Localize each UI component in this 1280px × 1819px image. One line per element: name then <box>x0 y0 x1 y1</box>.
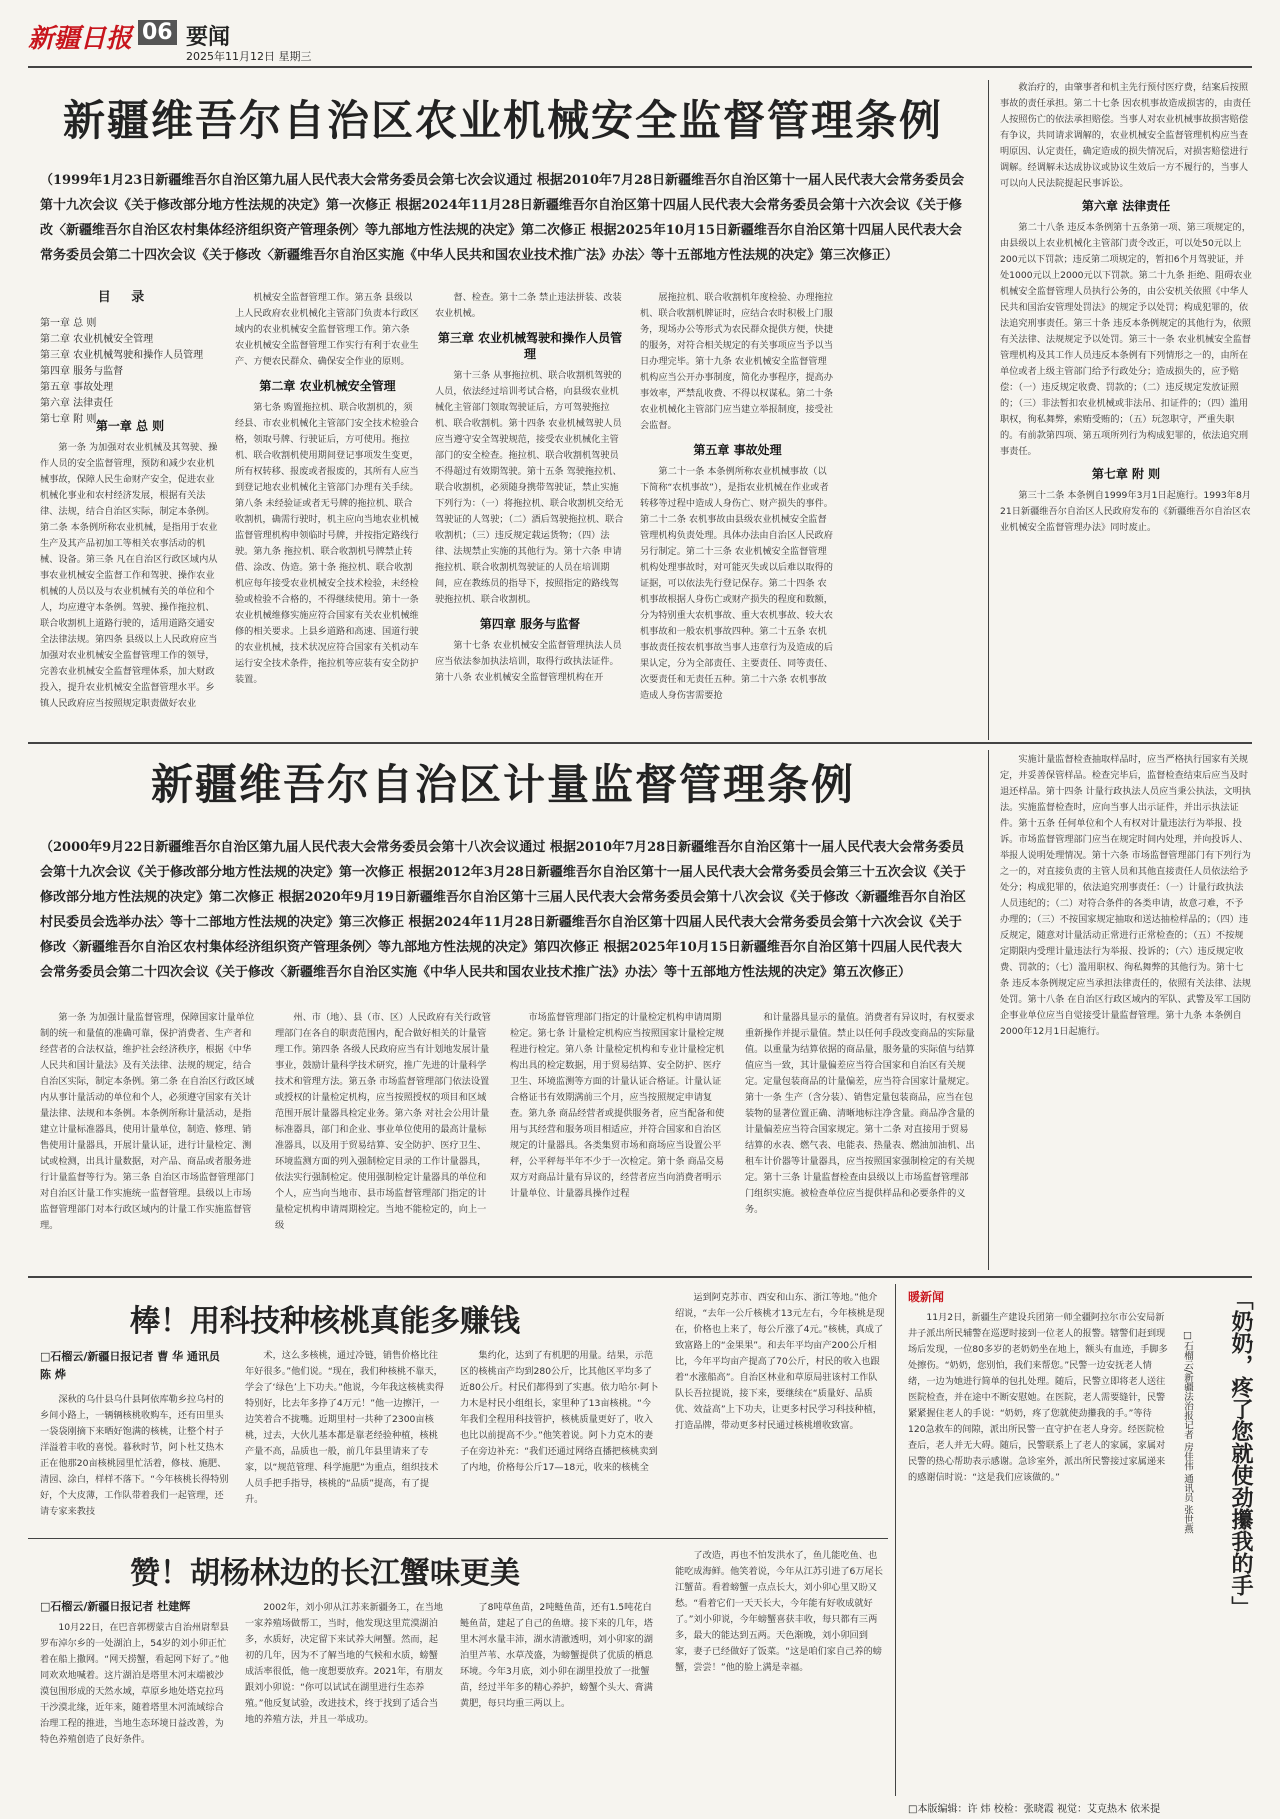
article2-note: （2000年9月22日新疆维吾尔自治区第九届人民代表大会常务委员会第十八次会议通过 根据2010年7月28日新疆维吾尔自治区第十一届人民代表大会常务委员会第十九次会议《关于修改部分地方性法规的决定》第一次修正 根据2012年3月28日新疆维吾尔自治区第十一届人民代表大会常务委员会第三十五次会议《关于修改部分地方性法规的决定》第二次修正 根据2020年9月19日新疆维吾尔自治区第十三届人民代表大会常务委员会第十八次会议《关于修改〈新疆维吾尔自治区村民委员会选举办法〉等十二部地方性法规的决定》第三次修正 根据2024年11月28日新疆维吾尔自治区第十四届人民代表大会常务委员会第十六次会议《关于修改〈新疆维吾尔自治区农村集体经济组织资产管理条例〉等九部地方性法规的决定》第四次修正 根据2025年10月15日新疆维吾尔自治区第十四届人民代表大会常务委员会第二十四次会议《关于修改〈新疆维吾尔自治区实施《中华人民共和国农业技术推广法》办法〉等十五部地方性法规的决定》第五次修正） <box>40 840 966 980</box>
article-text: 了8吨草鱼苗，2吨鲢鱼苗，还有1.5吨花白鲢鱼苗，建起了自己的鱼塘。接下来的几年，塔里木河水量丰沛，湖水清澈透明，刘小卯家的湖泊里芦苇、水草茂盛，为螃蟹提供了优质的栖息环境。今年3月底，刘小卯在湖里投放了一批蟹苗，经过半年多的精心养护，螃蟹个头大、膏满黄肥，每只均重三两以上。 <box>460 1602 653 1709</box>
chapter-heading: 第二章 农业机械安全管理 <box>259 379 396 393</box>
toc-title: 目 录 <box>97 290 153 305</box>
article-text: 10月22日，在巴音郭楞蒙古自治州尉犁县罗布淖尔乡的一处湖泊上，54岁的刘小卯正忙着在船上撒网。“网天捞蟹，看起网下好了。”他同欢欢地喊着。这片湖泊是塔里木河末端被沙漠包围形成的天然水域，草原乡地处塔克拉玛干沙漠北缘，近年来，随着塔里木河流域综合治理工程的推进，当地生态环境日益改善，为特色养殖创造了良好条件。 <box>40 1622 229 1745</box>
article-text: 第一条 为加强计量监督管理，保障国家计量单位制的统一和量值的准确可靠，保护消费者、生产者和经营者的合法权益，维护社会经济秩序，根据《中华人民共和国计量法》及有关法律、法规的规定，结合自治区实际，制定本条例。第二条 在自治区行政区域内从事计量活动的单位和个人，必须遵守国家有关计量法律、法规和本条例。本条例所称计量活动，是指建立计量标准器具，使用计量单位，制造、修理、销售使用计量器具，开展计量认证，进行计量检定、测试或检测，出具计量数据，对产品、商品或者服务进行计量监督等行为。第三条 自治区市场监督管理部门对自治区计量工作实施统一监督管理。县级以上市场监督管理部门对本行政区域内的计量工作实施监督管理。 <box>40 1012 255 1231</box>
article-text: 展拖拉机、联合收割机年度检验、办理拖拉机、联合收割机牌证时，应结合农时积极上门服务，现场办公等形式为农民群众提供方便，快捷的服务，对符合相关规定的有关事项应当予以当日办理完毕。第十九条 农业机械安全监督管理机构应当公开办事制度，简化办事程序，提高办事效率，严禁乱收费、不得以权谋私。第二十条 农业机械化主管部门应当建立举报制度，接受社会监督。 <box>640 292 833 431</box>
article1-note: （1999年1月23日新疆维吾尔自治区第九届人民代表大会常务委员会第七次会议通过 根据2010年7月28日新疆维吾尔自治区第十一届人民代表大会常务委员会第十九次会议《关于修改部分地方性法规的决定》第一次修正 根据2024年11月28日新疆维吾尔自治区第十四届人民代表大会常务委员会第十六次会议《关于修改〈新疆维吾尔自治区农村集体经济组织资产管理条例〉等九部地方性法规的决定》第二次修正 根据2025年10月15日新疆维吾尔自治区第十四届人民代表大会常务委员会第二十四次会议《关于修改〈新疆维吾尔自治区实施《中华人民共和国农业技术推广法》办法〉等十五部地方性法规的决定》第三次修正） <box>40 173 965 263</box>
toc-item: 第五章 事故处理 <box>40 382 114 393</box>
article1-sidebar <box>1000 80 1252 740</box>
article-text: 集约化，达到了有机肥的用量。结果，示范区的核桃亩产均到280公斤，比其他区平均多了近80公斤。村民们都得到了实惠。依力哈尔·阿卜力木是村民小组组长，家里种了13亩核桃。“今年我们全程用科技管护，核桃质量更好了，收入也比以前提高不少。”他笑着说。阿卜力克木的妻子在旁边补充：“我们还通过网络直播把核桃卖到了内地，价格每公斤17—18元，收来的核桃全 <box>460 1350 659 1473</box>
toc-item: 第七章 附 则 <box>40 414 97 425</box>
section-divider <box>28 1538 888 1539</box>
article1-column-2 <box>235 290 420 740</box>
article-text: 和计量器具显示的量值。消费者有异议时，有权要求重新操作并提示量值。禁止以任何手段改变商品的实际量值。以重量为结算依据的商品量，服务量的实际值与结算值应当一致，其计量偏差应当符合国家和自治区有关规定。定量包装商品的计量偏差，应当符合国家计量规定。第十一条 生产（含分装）、销售定量包装商品，应当在包装物的显著位置正确、清晰地标注净含量。商品净含量的计量偏差应当符合国家规定。第十二条 对直接用于贸易结算的水表、燃气表、电能表、热量表、燃油加油机、出租车计价器等计量器具，应当按照国家强制检定的有关规定。第十三条 计量监督检查由县级以上市场监督管理部门组织实施。被检查单位应当提供样品和必要条件的义务。 <box>745 1012 975 1215</box>
story2-column-1 <box>40 1620 230 1796</box>
article-text: 第十三条 从事拖拉机、联合收割机驾驶的人员，依法经过培训考试合格，向县级农业机械化主管部门领取驾驶证后，方可驾驶拖拉机、联合收割机。第十四条 农业机械驾驶人员应当遵守安全驾驶规范，接受农业机械化主管部门的安全检查。拖拉机、联合收割机驾驶员不得超过有效期驾驶。第十五条 驾驶拖拉机、联合收割机，必须随身携带驾驶证，禁止实施下列行为：（一）将拖拉机、联合收割机交给无驾驶证的人驾驶；（二）酒后驾驶拖拉机、联合收割机；（三）违反规定载运货物；（四）法律、法规禁止实施的其他行为。第十六条 申请拖拉机、联合收割机驾驶证的人员在培训期间，应在教练员的指导下，按照指定的路线驾驶拖拉机、联合收割机。 <box>435 370 624 605</box>
article-text: 第七条 购置拖拉机、联合收割机的，须经县、市农业机械化主管部门安全技术检验合格，领取号牌、行驶证后，方可使用。拖拉机、联合收割机使用期间登记事项发生变更，所有权转移、报废或者报废的，其所有人应当到登记地农业机械化主管部门办理有关手续。第八条 未经验证或者无号牌的拖拉机、联合收割机，确需行驶时，机主应向当地农业机械监督管理机构申领临时号牌，并按指定路线行驶。第九条 拖拉机、联合收割机号牌禁止转借、涂改、伪造。第十条 拖拉机、联合收割机应每年接受农业机械安全技术检验，未经检验或检验不合格的，不得继续使用。第十一条 农业机械维修实施应符合国家有关农业机械维修的相关要求。上县乡道路和高速、国道行驶的农业机械，技术状况应符合国家有关机动车运行安全技术条件，拖拉机等应装有安全防护装置。 <box>235 402 419 685</box>
article1-title: 新疆维吾尔自治区农业机械安全监督管理条例 <box>62 96 943 145</box>
story1-column-2 <box>245 1348 445 1530</box>
section-name: 要闻 <box>186 25 231 50</box>
story1-column-4 <box>675 1290 885 1530</box>
newspaper-logo: 新疆日报 <box>28 24 133 54</box>
chapter-heading: 第七章 附 则 <box>1091 467 1161 481</box>
article-text: 实施计量监督检查抽取样品时，应当严格执行国家有关规定，并妥善保管样品。检查完毕后，监督检查结束后应当及时退还样品。第十四条 计量行政执法人员应当秉公执法，文明执法。实施监督检查时，应向当事人出示证件，并出示执法证件。第十五条 任何单位和个人有权对计量违法行为举报、投诉。市场监督管理部门应当在规定时间内处理，并向投诉人、举报人说明处理情况。第十六条 市场监督管理部门有下列行为之一的，对直接负责的主管人员和其他直接责任人员依法给予处分；构成犯罪的，依法追究刑事责任：（一）计量行政执法人员违纪的；（二）对符合条件的各类申请，故意刁难，不予办理的；（三）不按国家规定抽取和送达抽检样品的；（四）违反规定，随意对计量活动正常进行正常检查的；（五）不按规定期限内受理计量违法行为举报、投诉的；（六）违反规定收费、罚款的；（七）滥用职权、徇私舞弊的其他行为。第十七条 违反本条例规定应当承担法律责任的，依照有关法律、法规处罚。第十八条 在自治区行政区域内的军队、武警及军工国防企事业单位应当自觉接受计量监督管理。第十九条 本条例自2000年12月1日起施行。 <box>1000 754 1251 1037</box>
chapter-heading: 第一章 总 则 <box>95 419 165 433</box>
chapter-heading: 第五章 事故处理 <box>693 443 782 457</box>
story3-title: 「奶奶，疼了您就使劲攥我的手」 <box>1228 1288 1254 1618</box>
toc-item: 第六章 法律责任 <box>40 398 114 409</box>
article-text: 第二十一条 本条例所称农业机械事故（以下简称“农机事故”），是指农业机械在作业或者转移等过程中造成人身伤亡、财产损失的事件。第二十二条 农机事故由县级农业机械安全监督管理机构负责处理。具体办法由自治区人民政府另行制定。第二十三条 农业机械安全监督管理机构处理事故时，对可能灭失或以后难以取得的证据，可以依法先行登记保存。第二十四条 农机事故根据人身伤亡或财产损失的程度和数额，分为特别重大农机事故、重大农机事故、较大农机事故和一般农机事故四种。第二十五条 农机事故责任按农机事故当事人违章行为及造成的后果认定，分为全部责任、主要责任、同等责任、次要责任和无责任五种。第二十六条 农机事故造成人身伤害需要抢 <box>640 466 833 701</box>
article1-column-4 <box>640 290 835 740</box>
article-text: 深秋的乌什县乌什县阿依库勒乡拉乌村的乡间小路上，一辆辆核桃收购车，还有田里头一袋袋刚摘下来晒好饱满的核桃，让整个村子洋溢着丰收的喜悦。暮秋时节，阿卜杜艾热木正在他那20亩核桃园里忙活着，修枝、施肥、清园、涂白，样样不落下。“今年核桃长得特别好，个大皮薄，工作队带着我们一起管理，还请专家来教技 <box>40 1394 229 1517</box>
table-of-contents <box>40 290 210 428</box>
article-text: 市场监督管理部门指定的计量检定机构申请周期检定。第七条 计量检定机构应当按照国家计量检定规程进行检定。第八条 计量检定机构和专业计量检定机构出具的检定数据，用于贸易结算、安全防护、医疗卫生、环境监测等方面的计量认证合格证。计量认证合格证书有效期满前三个月，应当按照规定申请复查。第九条 商品经营者或提供服务者，应当配备和使用与其经营和服务项目相适应，并符合国家和自治区规定的计量器具。各类集贸市场和商场应当设置公平秤，公平秤每半年不少于一次检定。第十条 商品交易双方对商品计量有异议的，经营者应当向消费者明示计量单位、计量器具操作过程 <box>510 1012 725 1199</box>
publication-date: 2025年11月12日 星期三 <box>186 50 312 63</box>
article1-column-3 <box>435 290 625 740</box>
article2-column-3 <box>510 1010 730 1270</box>
story2-column-4 <box>675 1548 885 1796</box>
article2-sidebar <box>1000 752 1252 1270</box>
article2-column-4 <box>745 1010 975 1270</box>
column-divider <box>988 80 989 740</box>
section-divider <box>28 742 1252 744</box>
toc-item: 第三章 农业机械驾驶和操作人员管理 <box>40 350 204 361</box>
page-footer: □本版编辑：许 炜 校检：张晓霞 视觉：艾克热木 依米提 <box>908 1804 1161 1815</box>
section-divider <box>28 1276 1252 1278</box>
story1-column-3 <box>460 1348 660 1530</box>
masthead-rule <box>28 66 1252 68</box>
story2-column-3 <box>460 1600 660 1796</box>
toc-item: 第一章 总 则 <box>40 318 97 329</box>
article2-column-1 <box>40 1010 260 1270</box>
article-text: 了改造，再也不怕发洪水了，鱼儿能吃鱼、也能吃成海鲜。他笑着说，今年从江苏引进了6万尾长江蟹苗。看着螃蟹一点点长大，刘小卯心里又盼又愁。“看着它们一天天长大，今年能有好收成就好了。”刘小卯说，今年螃蟹喜获丰收，每只都有三两多，最大的能达到五两。天色渐晚，刘小卯回到家，妻子已经做好了饭菜。“这是咱们家自己养的螃蟹，尝尝！”他的脸上满是幸福。 <box>675 1550 883 1673</box>
article-text: 州、市（地）、县（市、区）人民政府有关行政管理部门在各自的职责范围内，配合做好相关的计量管理工作。第四条 各级人民政府应当有计划地发展计量事业，鼓励计量科学技术研究，推广先进的计量科学技术和管理方法。第五条 市场监督管理部门依法设置或授权的计量检定机构，应当按照授权的项目和区域范围开展计量器具检定业务。第六条 对社会公用计量标准器具，部门和企业、事业单位使用的最高计量标准器具，以及用于贸易结算、安全防护、医疗卫生、环境监测方面的列入强制检定目录的工作计量器具，依法实行强制检定。使用强制检定计量器具的单位和个人，应当向当地市、县市场监督管理部门指定的计量检定机构申请周期检定。当地不能检定的，向上一级 <box>275 1012 491 1231</box>
article-text: 督、检查。第十二条 禁止违法拼装、改装农业机械。 <box>435 292 622 319</box>
story2-column-2 <box>245 1600 445 1796</box>
article-text: 第一条 为加强对农业机械及其驾驶、操作人员的安全监督管理，预防和减少农业机械事故，保障人民生命财产安全，促进农业机械化事业和农村经济发展，根据有关法律、法规，结合自治区实际，制定本条例。第二条 本条例所称农业机械，是指用于农业生产及其产品初加工等相关农事活动的机械、设备。第三条 凡在自治区行政区域内从事农业机械安全监督工作和驾驶、操作农业机械的人员以及与农业机械有关的单位和个人，均应遵守本条例。驾驶、操作拖拉机、联合收割机上道路行驶的，适用道路交通安全法律法规。第四条 县级以上人民政府应当加强对农业机械安全监督管理工作的领导，完善农业机械安全监督管理体系，加大财政投入，提升农业机械安全监督管理水平。乡镇人民政府应当按照规定职责做好农业 <box>40 442 218 709</box>
masthead <box>28 18 1252 64</box>
article-text: 2002年，刘小卯从江苏来新疆务工，在当地一家养殖场做帮工，当时，他发现这里荒漠湖泊多，水质好，决定留下来试养大闸蟹。然而，起初的几年，因为不了解当地的气候和水质，螃蟹成活率很低，他一度想要放弃。2021年，有朋友跟刘小卯说：“你可以试试在湖里进行生态养殖。”他反复试验，改进技术，终于找到了适合当地的养殖方法，并且一举成功。 <box>245 1602 443 1725</box>
story3-text <box>908 1310 1168 1796</box>
chapter-heading: 第三章 农业机械驾驶和操作人员管理 <box>437 331 623 361</box>
story1-byline: □石榴云/新疆日报记者 曹 华 通讯员 陈 烨 <box>40 1350 220 1381</box>
article-text: 术，这么多核桃，通过冷链，销售价格比往年好很多。”他们说。“现在，我们种核桃不靠天，学会了‘绿色’上下功夫。”他说，今年我这核桃卖得特别好，比去年多挣了4万元！”他一边擦汗，一边笑着合不拢嘴。近期里村一共种了2300亩核桃，过去，大伙儿基本都是靠老经验种植，核桃产量不高，品质也一般，前几年县里请来了专家，以“规范管理、科学施肥”为重点，组织技术人员手把手指导，核桃的“品质”提高，有了提升。 <box>245 1350 444 1505</box>
story1-title: 棒！用科技种核桃真能多赚钱 <box>130 1304 520 1339</box>
article-text: 第二十八条 违反本条例第十五条第一项、第三项规定的，由县级以上农业机械化主管部门责令改正，可以处50元以上200元以下罚款；违反第二项规定的，暂扣6个月驾驶证，并处1000元以上2000元以下罚款。第二十九条 拒绝、阻碍农业机械安全监督管理人员执行公务的，由公安机关依照《中华人民共和国治安管理处罚法》的规定予以处罚；构成犯罪的，依法追究刑事责任。第三十条 违反本条例规定的其他行为，依照有关法律、法规规定予以处罚。第三十一条 农业机械安全监督管理机构及其工作人员违反本条例有下列情形之一的，由所在单位或者上级主管部门给予行政处分；造成损失的，应予赔偿：（一）违反规定收费、罚款的；（二）违反规定发放证照的；（三）非法暂扣农业机械或非法吊、扣证件的；（四）滥用职权，徇私舞弊，索贿受贿的；（五）玩忽职守，严重失职的。有前款第四项、第五项所列行为构成犯罪的，依法追究刑事责任。 <box>1000 222 1252 457</box>
column-divider <box>895 1284 896 1796</box>
article-text: 第三十二条 本条例自1999年3月1日起施行。1993年8月21日新疆维吾尔自治区人民政府发布的《新疆维吾尔自治区农业机械安全监督管理办法》同时废止。 <box>1000 490 1251 533</box>
story1-column-1 <box>40 1392 230 1530</box>
column-divider <box>988 750 989 1270</box>
article-text: 第十七条 农业机械安全监督管理执法人员应当依法参加执法培训，取得行政执法证件。第十八条 农业机械安全监督管理机构在开 <box>435 640 622 683</box>
chapter-heading: 第六章 法律责任 <box>1081 199 1171 213</box>
article-text: 机械安全监督管理工作。第五条 县级以上人民政府农业机械化主管部门负责本行政区域内的农业机械安全监督管理工作。第六条 农业机械安全监督管理工作实行有利于农业生产、方便农民群众、确保安全作业的原则。 <box>235 292 419 367</box>
chapter-heading: 第四章 服务与监督 <box>479 617 581 631</box>
article-text: 运到阿克苏市、西安和山东、浙江等地。”他介绍说，“去年一公斤核桃才13元左右，今年核桃是现在，价格也上来了，每公斤涨了4元。”核桃，真成了致富路上的“金果果”。和去年平均亩产200公斤相比，今年平均亩产提高了70公斤，村民的收入也跟着“水涨船高”。自治区林业和草原局驻该村工作队队长吾拉提说，接下来，要继续在“质量好、品质优、效益高”上下功夫，让更多村民学习科技种植，打造品牌，带动更多村民通过核桃增收致富。 <box>675 1292 885 1431</box>
warm-news-badge: 暖新闻 <box>908 1290 945 1304</box>
toc-item: 第二章 农业机械安全管理 <box>40 334 154 345</box>
article2-title: 新疆维吾尔自治区计量监督管理条例 <box>150 760 855 809</box>
story2-byline: □石榴云/新疆日报记者 杜建辉 <box>40 1600 191 1613</box>
article1-column-1 <box>40 410 220 740</box>
story2-title: 赞！胡杨林边的长江蟹味更美 <box>130 1556 520 1591</box>
article2-column-2 <box>275 1010 495 1270</box>
toc-item: 第四章 服务与监督 <box>40 366 124 377</box>
story3-byline: □石榴云/新疆法治报记者 房佳伟 通讯员 张世燕 <box>1182 1330 1193 1534</box>
article-text: 11月2日，新疆生产建设兵团第一师全疆阿拉尔市公安局新井子派出所民辅警在巡逻时接到一位老人的报警。辖警们赶到现场后发现，一位80多岁的老奶奶坐在地上，额头有血迹，手脚多处擦伤。“奶奶，您别怕，我们来帮您。”民警一边安抚老人情绪，一边为她进行简单的包扎处理。随后，民警立即将老人送往医院检查，并在途中不断安慰她。在医院，老人需要缝针，民警紧紧握住老人的手说：“奶奶，疼了您就使劲攥我的手。”等待120急救车的间隙，派出所民警一直守护在老人身旁。经医院检查后，老人并无大碍。随后，民警联系上了老人的家属，家属对民警的热心帮助表示感谢。急诊室外，派出所民警接过家属递来的感谢信时说：“这是我们应该做的。” <box>908 1312 1168 1483</box>
article-text: 救治疗的，由肇事者和机主先行预付医疗费，结案后按照事故的责任承担。第二十七条 因农机事故造成损害的，由责任人按照伤亡的依法承担赔偿。当事人对农业机械事故损害赔偿有争议，共同请求调解的，农业机械安全监督管理机构应当查明原因、认定责任，确定造成的损失情况后，对损害赔偿进行调解。经调解未达成协议或协议生效后一方不履行的，当事人可以向人民法院提起民事诉讼。 <box>1000 82 1251 189</box>
page-number: 06 <box>138 20 177 45</box>
